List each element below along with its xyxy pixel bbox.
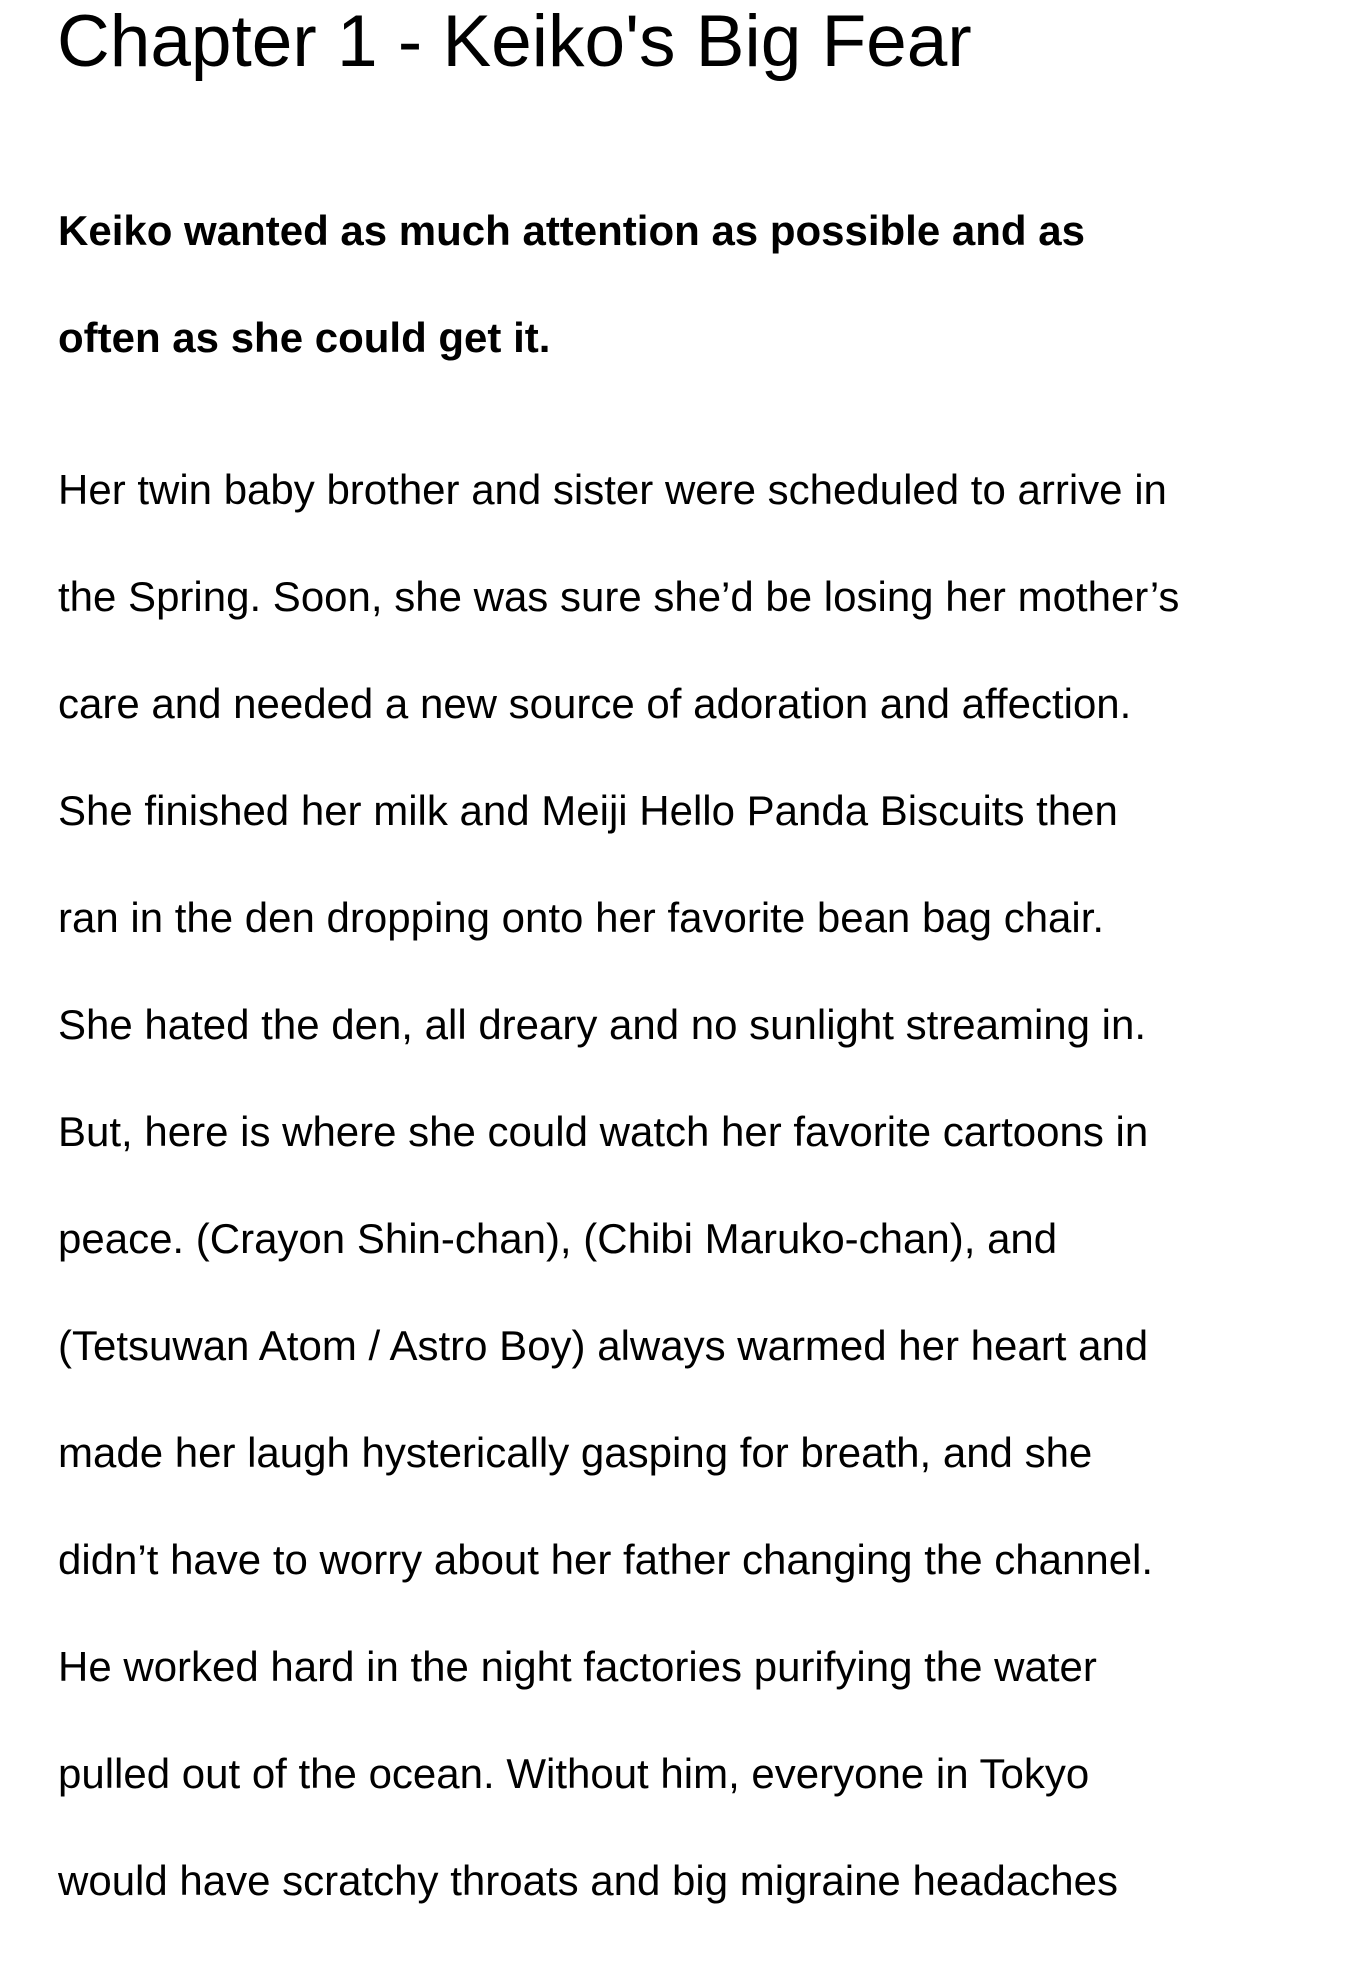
intro-line: Keiko wanted as much attention as possible and as: [58, 207, 1085, 254]
intro-line: often as she could get it.: [58, 314, 551, 361]
body-line: Her twin baby brother and sister were scheduled to arrive in: [58, 466, 1167, 513]
body-line: But, here is where she could watch her favorite cartoons in: [58, 1108, 1149, 1155]
body-line: (Tetsuwan Atom / Astro Boy) always warmed her heart and: [58, 1322, 1149, 1369]
body-line: care and needed a new source of adoration and affection.: [58, 680, 1132, 727]
body-line: ran in the den dropping onto her favorite bean bag chair.: [58, 894, 1105, 941]
body-line: He worked hard in the night factories purifying the water: [58, 1643, 1097, 1690]
body-line: made her laugh hysterically gasping for breath, and she: [58, 1429, 1093, 1476]
chapter-title: Chapter 1 - Keiko's Big Fear: [57, 1, 972, 82]
body-line: the Spring. Soon, she was sure she’d be losing her mother’s: [58, 573, 1180, 620]
body-line: pulled out of the ocean. Without him, everyone in Tokyo: [58, 1750, 1090, 1797]
body-line: would have scratchy throats and big migraine headaches: [58, 1857, 1118, 1904]
body-line: She finished her milk and Meiji Hello Panda Biscuits then: [58, 787, 1118, 834]
body-line: She hated the den, all dreary and no sunlight streaming in.: [58, 1001, 1147, 1048]
body-line: peace. (Crayon Shin-chan), (Chibi Maruko-chan), and: [58, 1215, 1058, 1262]
body-line: didn’t have to worry about her father changing the channel.: [58, 1536, 1154, 1583]
